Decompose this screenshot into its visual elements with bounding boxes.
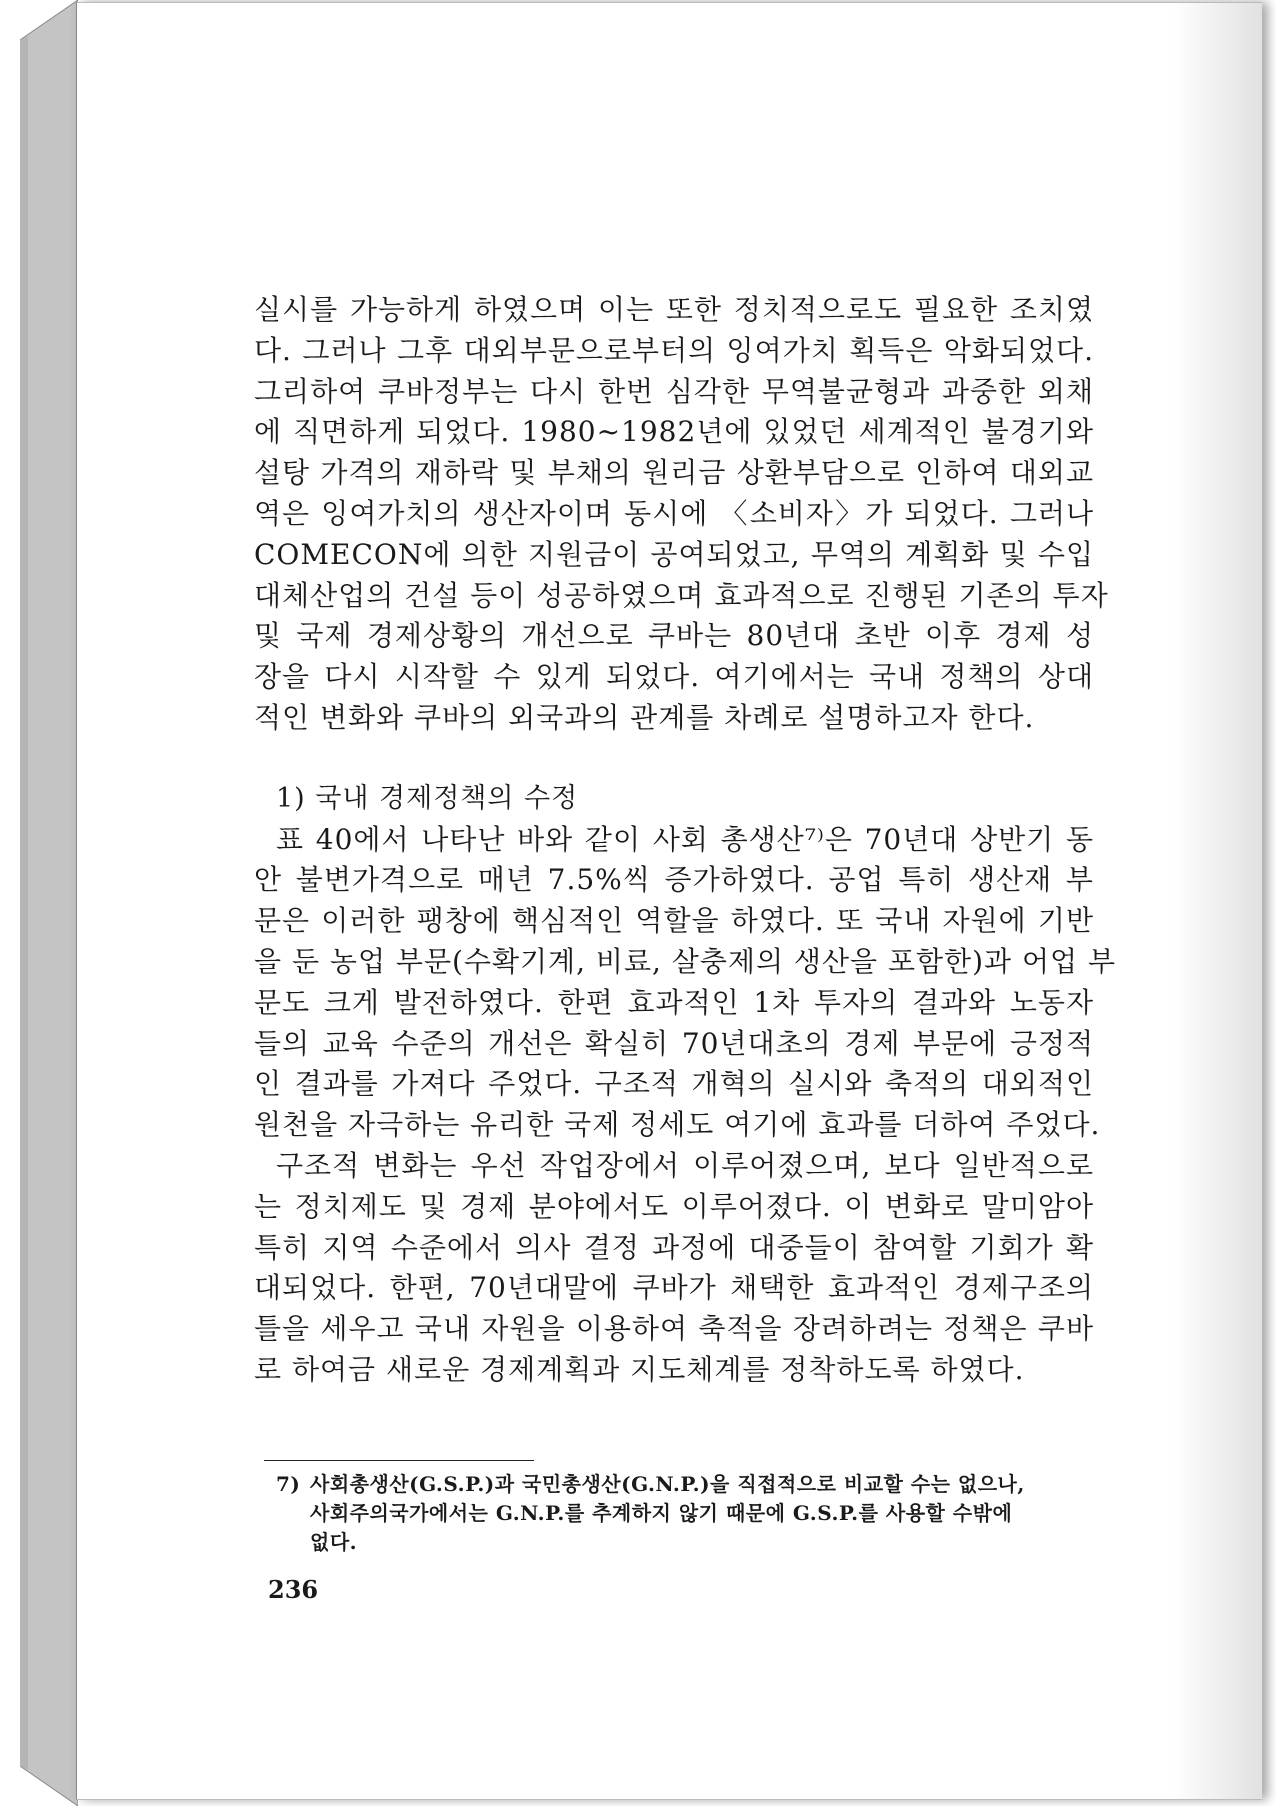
page-number: 236 [268, 1575, 319, 1604]
text-line: 로 하여금 새로운 경제계획과 지도체계를 정착하도록 하였다. [254, 1352, 1025, 1386]
text-line: 원천을 자극하는 유리한 국제 정세도 여기에 효과를 더하여 주었다. [254, 1108, 1101, 1142]
text-line: 표 40에서 나타난 바와 같이 사회 총생산⁷⁾은 70년대 상반기 동 [276, 822, 1094, 856]
text-line: 및 국제 경제상황의 개선으로 쿠바는 80년대 초반 이후 경제 성 [254, 619, 1094, 653]
text-line: 문은 이러한 팽창에 핵심적인 역할을 하였다. 또 국내 자원에 기반 [254, 904, 1094, 938]
text-line: 다. 그러나 그후 대외부문으로부터의 잉여가치 획득은 악화되었다. [254, 333, 1094, 367]
text-line: 그리하여 쿠바정부는 다시 한번 심각한 무역불균형과 과중한 외채 [254, 374, 1094, 408]
footnote-number: 7) [276, 1472, 301, 1496]
text-line: 문도 크게 발전하였다. 한편 효과적인 1차 투자의 결과와 노동자 [254, 985, 1094, 1019]
footnote [276, 1470, 1096, 1557]
text-line: 적인 변화와 쿠바의 외국과의 관계를 차례로 설명하고자 한다. [254, 700, 1035, 734]
text-line: 특히 지역 수준에서 의사 결정 과정에 대중들이 참여할 기회가 확 [254, 1230, 1094, 1264]
text-line: 인 결과를 가져다 주었다. 구조적 개혁의 실시와 축적의 대외적인 [254, 1067, 1094, 1101]
paragraph-1 [254, 290, 1109, 739]
text-line: 대체산업의 건설 등이 성공하였으며 효과적으로 진행된 기존의 투자 [254, 578, 1109, 612]
text-line: 는 정치제도 및 경제 분야에서도 이루어졌다. 이 변화로 말미암아 [254, 1189, 1094, 1223]
text-line: 장을 다시 시작할 수 있게 되었다. 여기에서는 국내 정책의 상대 [254, 660, 1094, 694]
paragraph-3 [254, 1146, 1094, 1391]
text-line: 설탕 가격의 재하락 및 부채의 원리금 상환부담으로 인하여 대외교 [254, 456, 1094, 490]
text-line: 실시를 가능하게 하였으며 이는 또한 정치적으로도 필요한 조치였 [254, 293, 1094, 326]
footnote-line: 사회주의국가에서는 G.N.P.를 추계하지 않기 때문에 G.S.P.를 사용할 수밖에 [310, 1501, 1013, 1525]
text-line: 들의 교육 수준의 개선은 확실히 70년대초의 경제 부문에 긍정적 [254, 1026, 1094, 1060]
paragraph-2 [254, 820, 1117, 1146]
text-line: 대되었다. 한편, 70년대말에 쿠바가 채택한 효과적인 경제구조의 [254, 1271, 1094, 1305]
footnote-line: 사회총생산(G.S.P.)과 국민총생산(G.N.P.)을 직접적으로 비교할 수는 없으나, [310, 1472, 1025, 1496]
text-line: 역은 잉여가치의 생산자이며 동시에 〈소비자〉가 되었다. 그러나 [254, 496, 1094, 530]
footnote-line: 없다. [310, 1530, 358, 1554]
text-line: 을 둔 농업 부문(수확기계, 비료, 살충제의 생산을 포함한)과 어업 부 [254, 944, 1117, 978]
book-spine [20, 0, 78, 1806]
text-line: 구조적 변화는 우선 작업장에서 이루어졌으며, 보다 일반적으로 [276, 1148, 1094, 1182]
text-line: 틀을 세우고 국내 자원을 이용하여 축적을 장려하려는 정책은 쿠바 [254, 1312, 1094, 1346]
text-line: COMECON에 의한 지원금이 공여되었고, 무역의 계획화 및 수입 [254, 537, 1094, 571]
section-heading: 1) 국내 경제정책의 수정 [276, 782, 579, 814]
page-edge-shadow [1172, 3, 1262, 1799]
body-text [254, 290, 1117, 1391]
footnote-divider [264, 1460, 534, 1461]
text-line: 안 불변가격으로 매년 7.5%씩 증가하였다. 공업 특히 생산재 부 [254, 863, 1094, 897]
text-line: 에 직면하게 되었다. 1980~1982년에 있었던 세계적인 불경기와 [254, 415, 1094, 449]
